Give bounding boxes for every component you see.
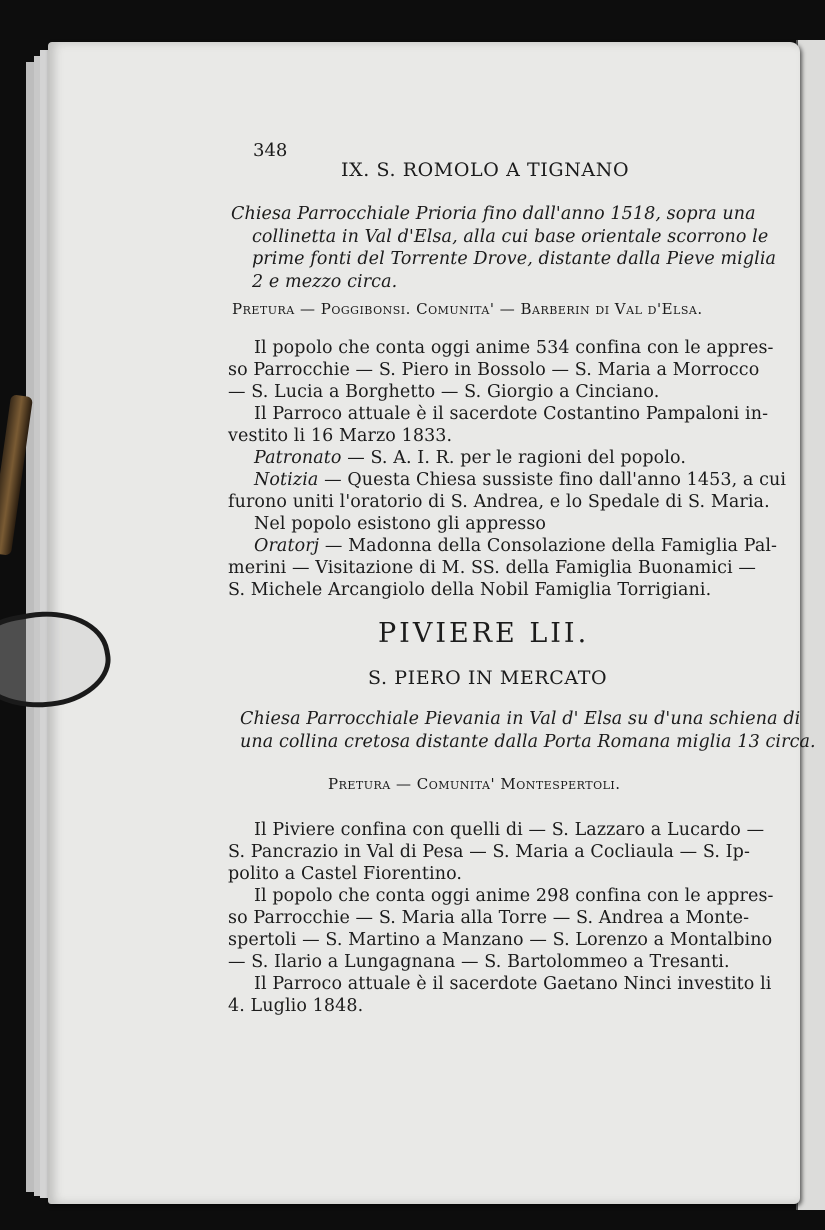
body-line: S. Michele Arcangiolo della Nobil Famiglia Torrigiani. [228,580,712,600]
body-line: furono uniti l'oratorio di S. Andrea, e lo Spedale di S. Maria. [228,492,770,512]
parish-heading: S. PIERO IN MERCATO [368,667,608,689]
oratorj-line [254,536,777,556]
body-line: Il Parroco attuale è il sacerdote Gaetano Ninci investito li [254,974,772,994]
description-line: collinetta in Val d'Elsa, alla cui base orientale scorrono le [252,227,769,247]
book-page [48,42,816,1204]
body-line: S. Pancrazio in Val di Pesa — S. Maria a Cocliaula — S. Ip- [228,842,750,862]
notizia-label: Notizia [254,470,319,490]
notizia-text: — Questa Chiesa sussiste fino dall'anno 1453, a cui [318,470,787,490]
patronato-label: Patronato [254,448,342,468]
page-number: 348 [253,140,288,161]
description-line: una collina cretosa distante dalla Porta Romana miglia 13 circa. [240,732,816,752]
jurisdiction-line: Pretura — Poggibonsi. Comunita' — Barberin di Val d'Elsa. [232,300,703,318]
description-line: Chiesa Parrocchiale Pievania in Val d' Elsa su d'una schiena di [240,709,801,729]
description-line: 2 e mezzo circa. [252,272,398,292]
section-heading: IX. S. ROMOLO A TIGNANO [341,159,630,181]
patronato-line [254,448,686,468]
body-line: Nel popolo esistono gli appresso [254,514,547,534]
body-line: 4. Luglio 1848. [228,996,364,1016]
notizia-line [254,470,786,490]
body-line: so Parrocchie — S. Maria alla Torre — S. Andrea a Monte- [228,908,750,928]
oratorj-text: — Madonna della Consolazione della Famiglia Pal- [319,536,778,556]
body-line: Il Parroco attuale è il sacerdote Costantino Pampaloni in- [254,404,769,424]
body-line: vestito li 16 Marzo 1833. [228,426,453,446]
body-line: polito a Castel Fiorentino. [228,864,463,884]
oratorj-label: Oratorj [254,536,320,556]
description-line: Chiesa Parrocchiale Prioria fino dall'anno 1518, sopra una [231,204,756,224]
facing-page [796,40,825,1210]
jurisdiction-line: Pretura — Comunita' Montespertoli. [328,775,621,793]
body-line: — S. Ilario a Lungagnana — S. Bartolommeo a Tresanti. [228,952,730,972]
body-line: spertoli — S. Martino a Manzano — S. Lorenzo a Montalbino [228,930,773,950]
body-line: merini — Visitazione di M. SS. della Famiglia Buonamici — [228,558,756,578]
patronato-text: — S. A. I. R. per le ragioni del popolo. [341,448,687,468]
body-line: Il popolo che conta oggi anime 298 confina con le appres- [254,886,774,906]
body-line: Il Piviere confina con quelli di — S. Lazzaro a Lucardo — [254,820,765,840]
body-line: — S. Lucia a Borghetto — S. Giorgio a Cinciano. [228,382,660,402]
description-line: prime fonti del Torrente Drove, distante dalla Pieve miglia [252,249,777,269]
piviere-heading: PIVIERE LII. [378,618,590,649]
body-line: Il popolo che conta oggi anime 534 confina con le appres- [254,338,774,358]
body-line: so Parrocchie — S. Piero in Bossolo — S. Maria a Morrocco [228,360,760,380]
